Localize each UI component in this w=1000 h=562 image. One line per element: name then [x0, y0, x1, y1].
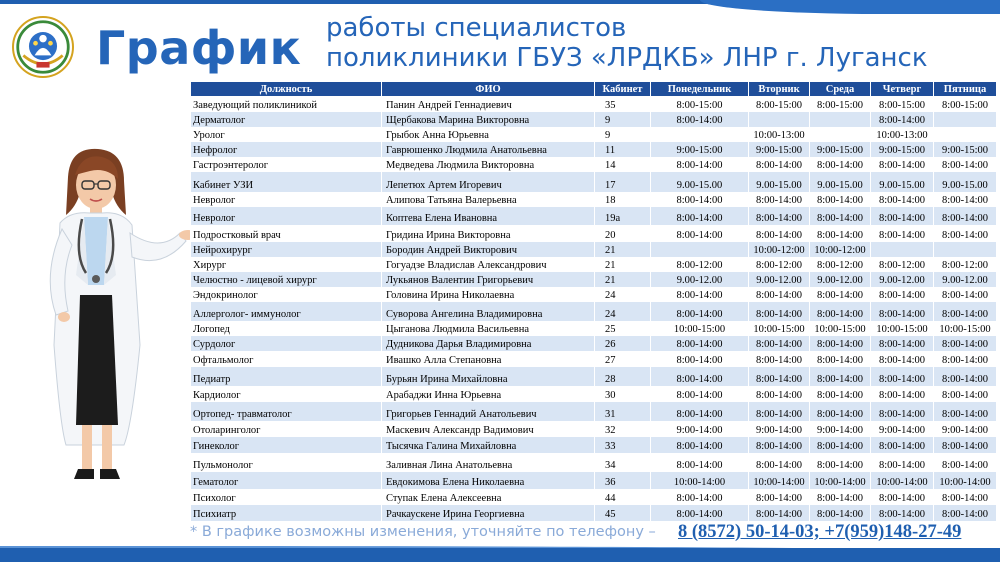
cell-tuesday: 8:00-14:00	[749, 225, 810, 242]
cell-position: Кардиолог	[191, 386, 382, 402]
table-row	[191, 287, 997, 302]
cell-tuesday: 8:00-14:00	[749, 402, 810, 421]
cell-wednesday	[810, 112, 871, 127]
cell-friday: 8:00-14:00	[934, 287, 997, 302]
cell-name: Арабаджи Инна Юрьевна	[382, 386, 595, 402]
col-header-name: ФИО	[382, 82, 595, 97]
cell-thursday: 8:00-12:00	[871, 257, 934, 272]
cell-name: Ивашко Алла Степановна	[382, 351, 595, 367]
cell-friday: 8:00-15:00	[934, 97, 997, 112]
table-row	[191, 127, 997, 142]
cell-room: 14	[595, 157, 651, 172]
table-row	[191, 402, 997, 421]
cell-position: Педиатр	[191, 367, 382, 386]
cell-tuesday: 8:00-14:00	[749, 437, 810, 453]
cell-room: 35	[595, 97, 651, 112]
cell-room: 36	[595, 472, 651, 489]
cell-wednesday: 8:00-14:00	[810, 453, 871, 472]
cell-room: 24	[595, 287, 651, 302]
table-row	[191, 472, 997, 489]
cell-monday	[651, 242, 749, 257]
cell-friday	[934, 242, 997, 257]
footer-note: * В графике возможны изменения, уточняйте по телефону –	[190, 524, 656, 540]
cell-room: 21	[595, 257, 651, 272]
cell-thursday: 8:00-14:00	[871, 225, 934, 242]
cell-tuesday: 8:00-14:00	[749, 336, 810, 351]
cell-wednesday: 8:00-14:00	[810, 287, 871, 302]
cell-friday	[934, 127, 997, 142]
cell-tuesday: 9:00-14:00	[749, 421, 810, 437]
bottom-decor-bar	[0, 548, 1000, 562]
cell-monday: 9:00-15:00	[651, 142, 749, 157]
col-header-wednesday: Среда	[810, 82, 871, 97]
cell-thursday: 10:00-13:00	[871, 127, 934, 142]
cell-tuesday: 8:00-14:00	[749, 157, 810, 172]
cell-friday	[934, 112, 997, 127]
cell-tuesday: 8:00-14:00	[749, 386, 810, 402]
table-row	[191, 172, 997, 192]
cell-name: Алипова Татьяна Валерьевна	[382, 192, 595, 207]
cell-name: Гогуадзе Владислав Александрович	[382, 257, 595, 272]
cell-room: 26	[595, 336, 651, 351]
cell-friday: 8:00-14:00	[934, 302, 997, 321]
cell-monday: 8:00-14:00	[651, 489, 749, 505]
cell-wednesday: 10:00-14:00	[810, 472, 871, 489]
table-row	[191, 351, 997, 367]
cell-name: Панин Андрей Геннадиевич	[382, 97, 595, 112]
cell-wednesday: 8:00-14:00	[810, 336, 871, 351]
cell-monday: 8:00-12:00	[651, 257, 749, 272]
cell-position: Невролог	[191, 207, 382, 225]
cell-monday: 9.00-12.00	[651, 272, 749, 287]
cell-wednesday: 8:00-14:00	[810, 505, 871, 521]
cell-position: Сурдолог	[191, 336, 382, 351]
cell-tuesday: 8:00-14:00	[749, 287, 810, 302]
page-subtitle-line2: поликлиники ГБУЗ «ЛРДКБ» ЛНР г. Луганск	[326, 43, 928, 73]
cell-wednesday: 8:00-14:00	[810, 225, 871, 242]
cell-thursday: 8:00-14:00	[871, 453, 934, 472]
cell-room: 27	[595, 351, 651, 367]
cell-tuesday: 10:00-12:00	[749, 242, 810, 257]
cell-name: Ступак Елена Алексеевна	[382, 489, 595, 505]
col-header-friday: Пятница	[934, 82, 997, 97]
cell-name: Григорьев Геннадий Анатольевич	[382, 402, 595, 421]
cell-tuesday	[749, 112, 810, 127]
cell-position: Уролог	[191, 127, 382, 142]
footer-phone-numbers[interactable]: 8 (8572) 50-14-03; +7(959)148-27-49	[678, 522, 962, 542]
cell-thursday	[871, 242, 934, 257]
cell-friday: 9:00-14:00	[934, 421, 997, 437]
cell-thursday: 8:00-14:00	[871, 386, 934, 402]
cell-friday: 8:00-14:00	[934, 157, 997, 172]
cell-friday: 9:00-15:00	[934, 142, 997, 157]
cell-monday: 10:00-15:00	[651, 321, 749, 336]
cell-friday: 10:00-14:00	[934, 472, 997, 489]
cell-tuesday: 8:00-14:00	[749, 351, 810, 367]
cell-name: Коптева Елена Ивановна	[382, 207, 595, 225]
cell-name: Суворова Ангелина Владимировна	[382, 302, 595, 321]
col-header-room: Кабинет	[595, 82, 651, 97]
cell-monday: 8:00-14:00	[651, 225, 749, 242]
cell-name: Гаврюшенко Людмила Анатольевна	[382, 142, 595, 157]
cell-room: 44	[595, 489, 651, 505]
cell-wednesday: 9.00-12.00	[810, 272, 871, 287]
cell-name: Маскевич Александр Вадимович	[382, 421, 595, 437]
cell-room: 11	[595, 142, 651, 157]
cell-monday: 8:00-14:00	[651, 112, 749, 127]
cell-monday: 8:00-14:00	[651, 386, 749, 402]
cell-monday: 9.00-15.00	[651, 172, 749, 192]
cell-room: 30	[595, 386, 651, 402]
cell-name: Рачкаускене Ирина Георгиевна	[382, 505, 595, 521]
cell-tuesday: 8:00-15:00	[749, 97, 810, 112]
cell-friday: 10:00-15:00	[934, 321, 997, 336]
cell-monday: 8:00-14:00	[651, 287, 749, 302]
cell-monday: 8:00-14:00	[651, 207, 749, 225]
clinic-emblem-icon	[12, 16, 74, 78]
table-row	[191, 257, 997, 272]
cell-name: Цыганова Людмила Васильевна	[382, 321, 595, 336]
cell-thursday: 8:00-14:00	[871, 287, 934, 302]
schedule-table	[190, 81, 997, 521]
table-row	[191, 386, 997, 402]
cell-thursday: 8:00-14:00	[871, 489, 934, 505]
cell-position: Аллерголог- иммунолог	[191, 302, 382, 321]
cell-room: 9	[595, 112, 651, 127]
cell-friday: 8:00-14:00	[934, 367, 997, 386]
cell-position: Заведующий поликлиникой	[191, 97, 382, 112]
cell-room: 9	[595, 127, 651, 142]
table-row	[191, 242, 997, 257]
cell-monday: 9:00-14:00	[651, 421, 749, 437]
cell-wednesday: 8:00-14:00	[810, 302, 871, 321]
cell-friday: 8:00-14:00	[934, 336, 997, 351]
cell-wednesday: 8:00-14:00	[810, 437, 871, 453]
cell-wednesday: 8:00-14:00	[810, 207, 871, 225]
cell-wednesday: 8:00-15:00	[810, 97, 871, 112]
cell-friday: 8:00-14:00	[934, 225, 997, 242]
cell-name: Дудникова Дарья Владимировна	[382, 336, 595, 351]
cell-thursday: 8:00-15:00	[871, 97, 934, 112]
cell-friday: 8:00-14:00	[934, 207, 997, 225]
cell-tuesday: 9:00-15:00	[749, 142, 810, 157]
cell-position: Пульмонолог	[191, 453, 382, 472]
cell-thursday: 8:00-14:00	[871, 207, 934, 225]
cell-wednesday: 10:00-15:00	[810, 321, 871, 336]
cell-tuesday: 8:00-14:00	[749, 302, 810, 321]
col-header-position: Должность	[191, 82, 382, 97]
cell-position: Гематолог	[191, 472, 382, 489]
cell-position: Офтальмолог	[191, 351, 382, 367]
cell-room: 18	[595, 192, 651, 207]
cell-wednesday: 9:00-14:00	[810, 421, 871, 437]
cell-wednesday: 8:00-14:00	[810, 489, 871, 505]
cell-monday	[651, 127, 749, 142]
cell-name: Лепетюх Артем Игоревич	[382, 172, 595, 192]
cell-name: Бородин Андрей Викторович	[382, 242, 595, 257]
cell-room: 45	[595, 505, 651, 521]
cell-monday: 8:00-14:00	[651, 336, 749, 351]
cell-monday: 8:00-14:00	[651, 367, 749, 386]
table-row	[191, 321, 997, 336]
cell-position: Психолог	[191, 489, 382, 505]
cell-tuesday: 8:00-14:00	[749, 489, 810, 505]
cell-position: Логопед	[191, 321, 382, 336]
cell-name: Заливная Лина Анатольевна	[382, 453, 595, 472]
cell-room: 21	[595, 242, 651, 257]
cell-thursday: 8:00-14:00	[871, 192, 934, 207]
cell-thursday: 8:00-14:00	[871, 437, 934, 453]
col-header-monday: Понедельник	[651, 82, 749, 97]
cell-monday: 8:00-14:00	[651, 453, 749, 472]
cell-tuesday: 8:00-14:00	[749, 505, 810, 521]
cell-monday: 8:00-14:00	[651, 192, 749, 207]
cell-friday: 9.00-12.00	[934, 272, 997, 287]
cell-thursday: 9:00-14:00	[871, 421, 934, 437]
cell-position: Ортопед- травматолог	[191, 402, 382, 421]
cell-thursday: 8:00-14:00	[871, 505, 934, 521]
cell-room: 34	[595, 453, 651, 472]
cell-monday: 8:00-14:00	[651, 402, 749, 421]
cell-thursday: 9.00-12.00	[871, 272, 934, 287]
cell-wednesday: 10:00-12:00	[810, 242, 871, 257]
table-row	[191, 97, 997, 112]
schedule-body	[191, 97, 997, 521]
col-header-thursday: Четверг	[871, 82, 934, 97]
cell-friday: 8:00-14:00	[934, 192, 997, 207]
cell-wednesday: 8:00-14:00	[810, 402, 871, 421]
cell-friday: 8:00-14:00	[934, 505, 997, 521]
cell-position: Гинеколог	[191, 437, 382, 453]
cell-position: Нефролог	[191, 142, 382, 157]
cell-thursday: 8:00-14:00	[871, 157, 934, 172]
cell-room: 21	[595, 272, 651, 287]
cell-tuesday: 9.00-12.00	[749, 272, 810, 287]
cell-wednesday: 8:00-14:00	[810, 351, 871, 367]
table-row	[191, 112, 997, 127]
cell-tuesday: 8:00-12:00	[749, 257, 810, 272]
cell-friday: 8:00-14:00	[934, 437, 997, 453]
cell-wednesday: 8:00-14:00	[810, 157, 871, 172]
cell-friday: 9.00-15.00	[934, 172, 997, 192]
doctor-illustration	[20, 145, 200, 485]
cell-room: 28	[595, 367, 651, 386]
cell-room: 24	[595, 302, 651, 321]
cell-thursday: 8:00-14:00	[871, 402, 934, 421]
cell-wednesday: 8:00-14:00	[810, 386, 871, 402]
schedule-header	[191, 82, 997, 97]
table-row	[191, 421, 997, 437]
cell-monday: 8:00-14:00	[651, 505, 749, 521]
cell-monday: 10:00-14:00	[651, 472, 749, 489]
table-row	[191, 302, 997, 321]
cell-position: Хирург	[191, 257, 382, 272]
cell-thursday: 8:00-14:00	[871, 351, 934, 367]
cell-room: 20	[595, 225, 651, 242]
cell-monday: 8:00-14:00	[651, 302, 749, 321]
table-row	[191, 505, 997, 521]
cell-position: Психиатр	[191, 505, 382, 521]
cell-position: Челюстно - лицевой хирург	[191, 272, 382, 287]
cell-name: Грыбок Анна Юрьевна	[382, 127, 595, 142]
cell-room: 17	[595, 172, 651, 192]
cell-monday: 8:00-14:00	[651, 157, 749, 172]
cell-name: Евдокимова Елена Николаевна	[382, 472, 595, 489]
cell-wednesday: 9:00-15:00	[810, 142, 871, 157]
cell-friday: 8:00-14:00	[934, 489, 997, 505]
page-subtitle-line1: работы специалистов	[326, 13, 627, 43]
cell-tuesday: 10:00-14:00	[749, 472, 810, 489]
cell-monday: 8:00-14:00	[651, 437, 749, 453]
cell-position: Кабинет УЗИ	[191, 172, 382, 192]
cell-name: Бурьян Ирина Михайловна	[382, 367, 595, 386]
cell-tuesday: 9.00-15.00	[749, 172, 810, 192]
table-row	[191, 225, 997, 242]
table-row	[191, 336, 997, 351]
cell-wednesday: 9.00-15.00	[810, 172, 871, 192]
table-row	[191, 207, 997, 225]
cell-name: Лукьянов Валентин Григорьевич	[382, 272, 595, 287]
cell-position: Гастроэнтеролог	[191, 157, 382, 172]
cell-monday: 8:00-14:00	[651, 351, 749, 367]
cell-position: Подростковый врач	[191, 225, 382, 242]
col-header-tuesday: Вторник	[749, 82, 810, 97]
cell-friday: 8:00-14:00	[934, 402, 997, 421]
cell-room: 19а	[595, 207, 651, 225]
page-title: График	[96, 21, 302, 75]
table-row	[191, 489, 997, 505]
table-row	[191, 437, 997, 453]
cell-friday: 8:00-14:00	[934, 453, 997, 472]
cell-room: 31	[595, 402, 651, 421]
cell-tuesday: 10:00-15:00	[749, 321, 810, 336]
table-row	[191, 157, 997, 172]
cell-thursday: 8:00-14:00	[871, 112, 934, 127]
cell-name: Тысячка Галина Михайловна	[382, 437, 595, 453]
table-row	[191, 367, 997, 386]
table-row	[191, 272, 997, 287]
cell-thursday: 8:00-14:00	[871, 302, 934, 321]
cell-name: Медведева Людмила Викторовна	[382, 157, 595, 172]
cell-thursday: 8:00-14:00	[871, 367, 934, 386]
cell-wednesday: 8:00-12:00	[810, 257, 871, 272]
cell-position: Отоларинголог	[191, 421, 382, 437]
cell-wednesday: 8:00-14:00	[810, 192, 871, 207]
cell-position: Эндокринолог	[191, 287, 382, 302]
cell-name: Головина Ирина Николаевна	[382, 287, 595, 302]
cell-name: Щербакова Марина Викторовна	[382, 112, 595, 127]
cell-friday: 8:00-14:00	[934, 386, 997, 402]
cell-room: 25	[595, 321, 651, 336]
cell-room: 32	[595, 421, 651, 437]
cell-tuesday: 8:00-14:00	[749, 207, 810, 225]
cell-thursday: 10:00-14:00	[871, 472, 934, 489]
cell-position: Невролог	[191, 192, 382, 207]
cell-room: 33	[595, 437, 651, 453]
cell-thursday: 9:00-15:00	[871, 142, 934, 157]
cell-name: Гридина Ирина Викторовна	[382, 225, 595, 242]
cell-position: Нейрохирург	[191, 242, 382, 257]
cell-thursday: 9.00-15.00	[871, 172, 934, 192]
table-row	[191, 192, 997, 207]
cell-thursday: 8:00-14:00	[871, 336, 934, 351]
cell-friday: 8:00-14:00	[934, 351, 997, 367]
cell-tuesday: 8:00-14:00	[749, 192, 810, 207]
cell-friday: 8:00-12:00	[934, 257, 997, 272]
cell-monday: 8:00-15:00	[651, 97, 749, 112]
cell-tuesday: 8:00-14:00	[749, 453, 810, 472]
cell-thursday: 10:00-15:00	[871, 321, 934, 336]
table-row	[191, 453, 997, 472]
table-row	[191, 142, 997, 157]
cell-wednesday	[810, 127, 871, 142]
cell-tuesday: 8:00-14:00	[749, 367, 810, 386]
cell-tuesday: 10:00-13:00	[749, 127, 810, 142]
cell-position: Дерматолог	[191, 112, 382, 127]
cell-wednesday: 8:00-14:00	[810, 367, 871, 386]
top-decor-swoosh	[700, 0, 1000, 14]
